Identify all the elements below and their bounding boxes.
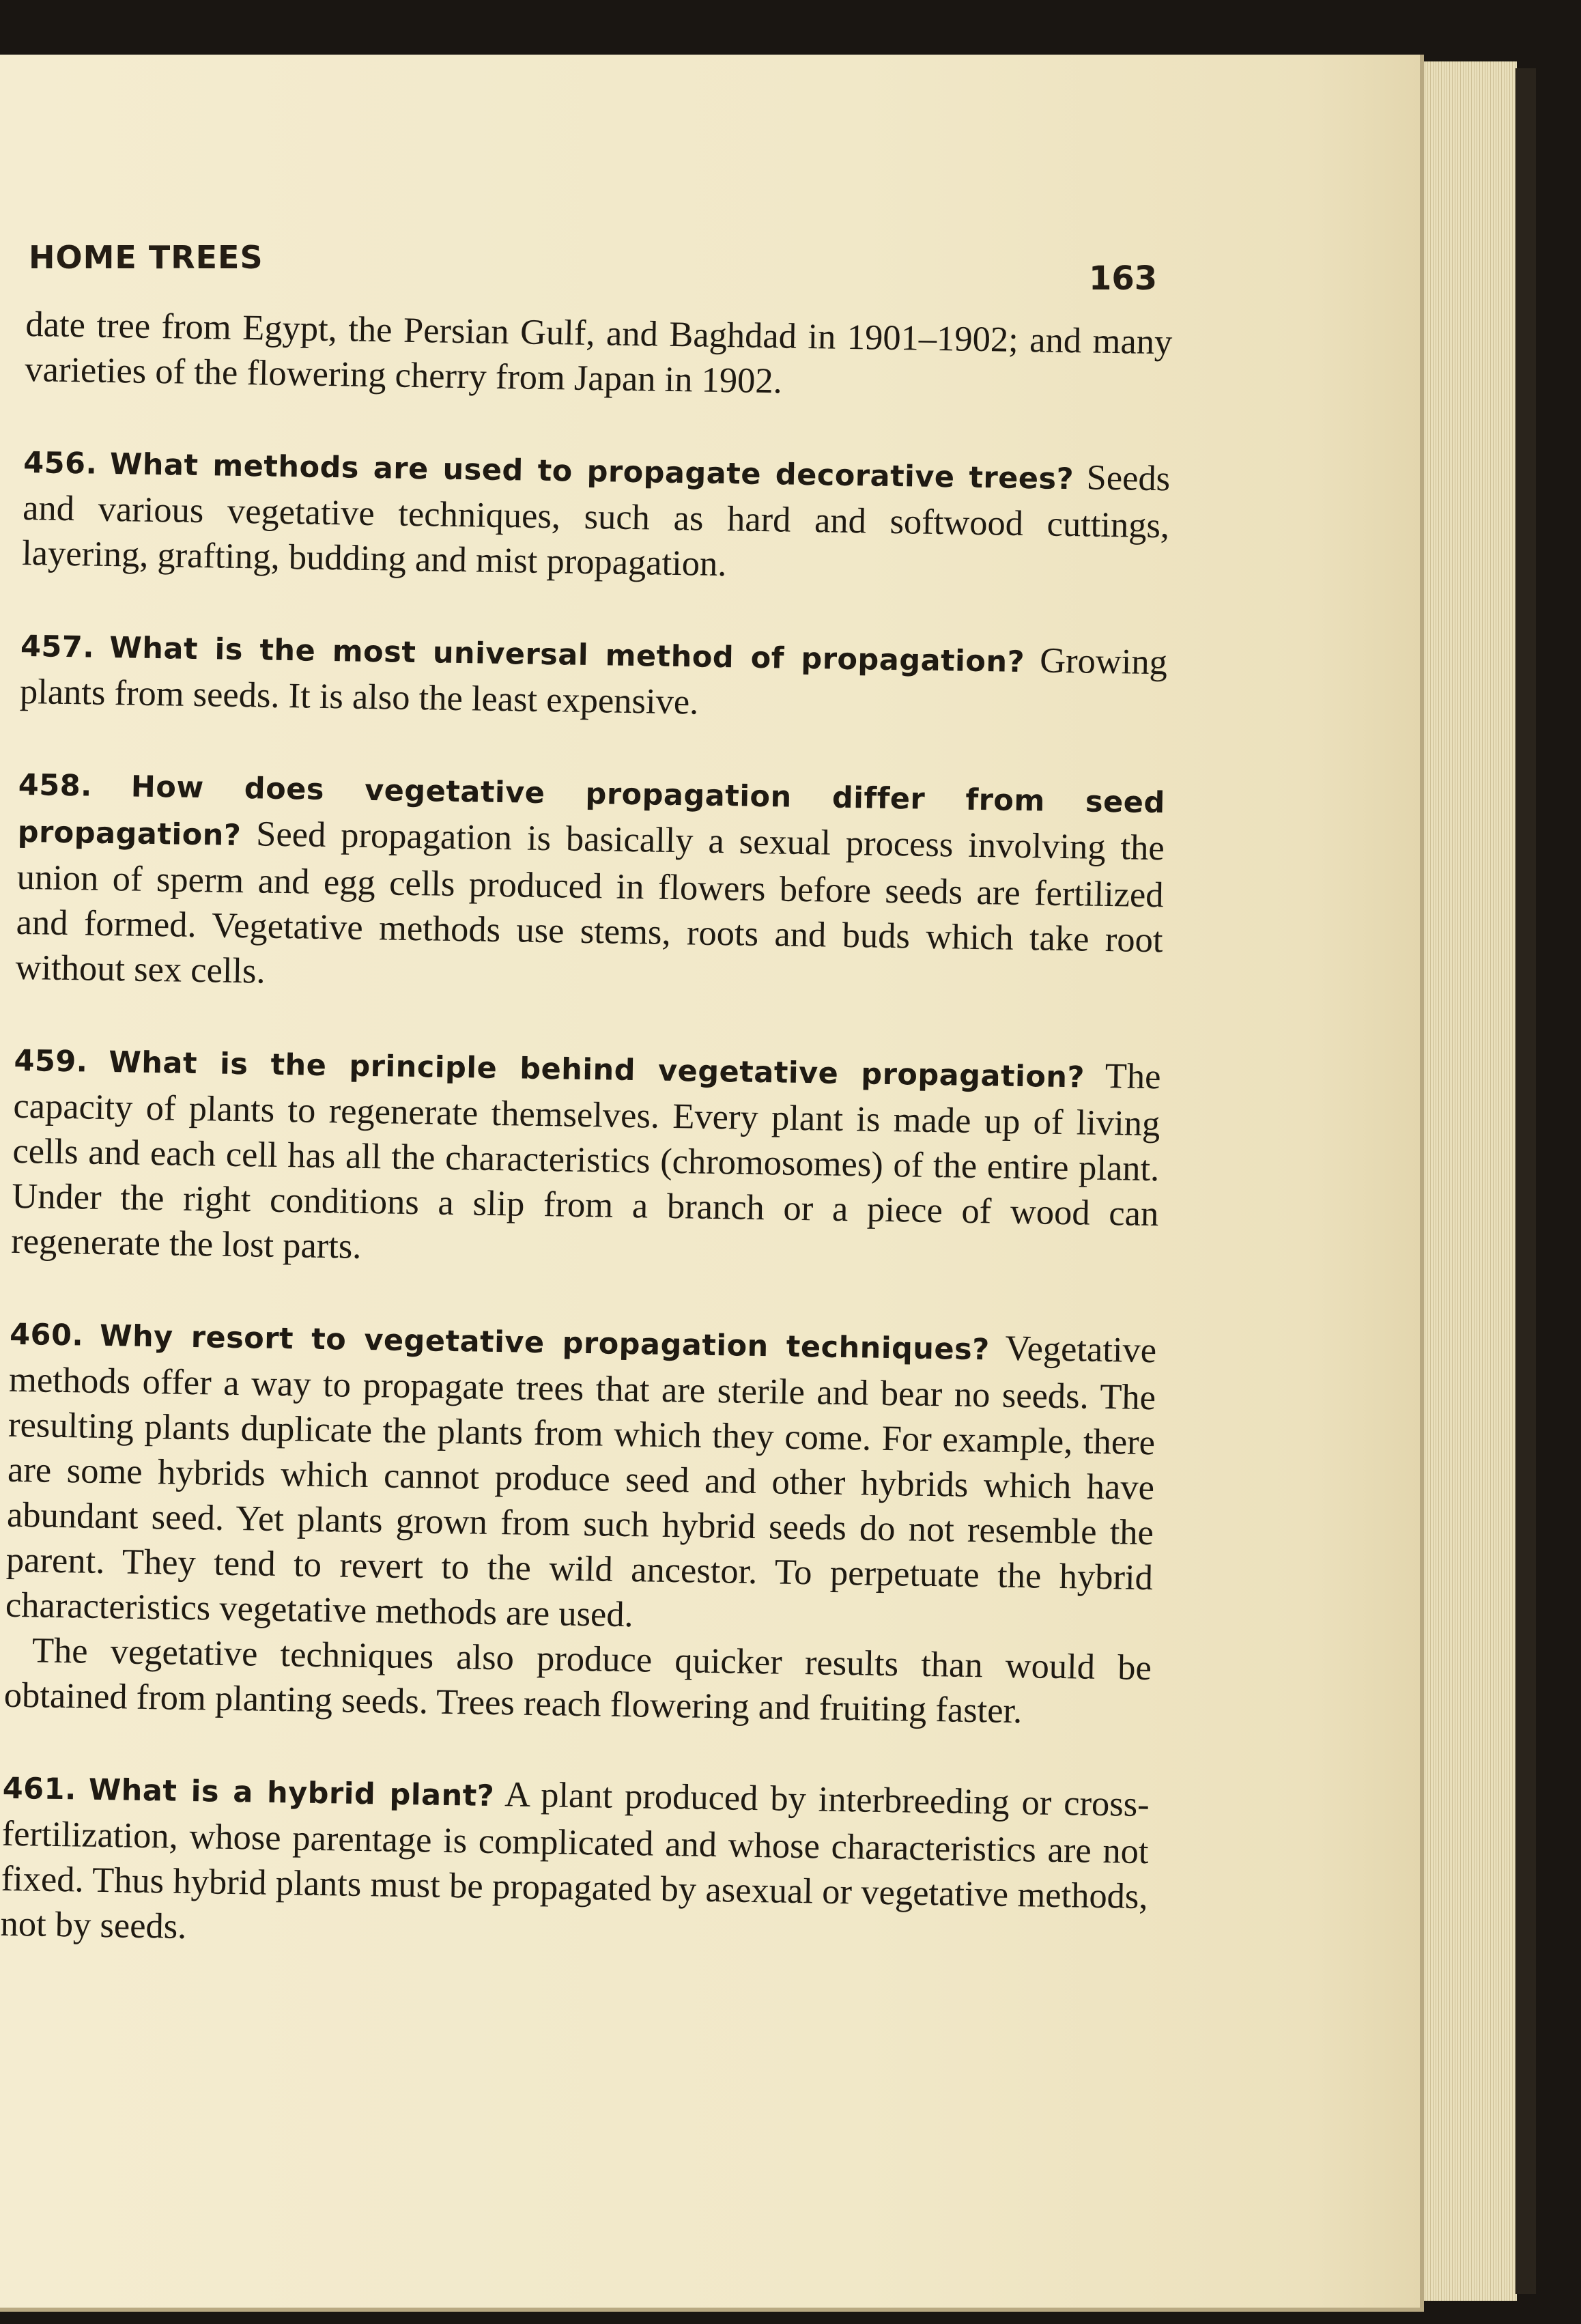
qa-entry-458 (15, 761, 1165, 1008)
continuation-paragraph: date tree from Egypt, the Persian Gulf, and Baghdad in 1901–1902; and many varieties of the flowering cherry from Japan in 1902. (24, 304, 1173, 401)
page-edge-shadow (1515, 68, 1536, 2294)
question-heading: How does vegetative propagation differ from seed propagation? (17, 769, 1166, 853)
question-number: 456. (23, 445, 98, 481)
answer-text: Growing plants from seeds. It is also the least expensive. (19, 640, 1168, 722)
question-number: 457. (20, 629, 95, 665)
question-number: 458. (18, 767, 93, 804)
running-head: HOME TREES (29, 239, 264, 276)
question-heading: What is the most universal method of propagation? (109, 630, 1025, 680)
qa-entry-456 (22, 438, 1171, 593)
answer-text: The capacity of plants to regenerate themselves. Every plant is made up of living cells and each cell has all the characteristics (chromosomes) of the entire plant. Under the right conditions a slip from a branch or a piece of wood can regenerate the lost parts. (10, 1055, 1161, 1266)
question-number: 460. (9, 1317, 84, 1353)
question-heading: What methods are used to propagate decorative trees? (109, 447, 1074, 497)
qa-entry-459 (11, 1036, 1161, 1281)
qa-entry-461 (0, 1764, 1150, 1964)
answer-text: A plant produced by interbreeding or cross-fertilization, whose parentage is complicated and whose characteristics are not fixed. Thus hybrid plants must be propagated by asexual or vegetative methods, not by seeds. (0, 1774, 1150, 1946)
question-heading: What is a hybrid plant? (88, 1772, 495, 1814)
question-number: 461. (2, 1771, 77, 1807)
question-number: 459. (14, 1043, 89, 1079)
question-heading: Why resort to vegetative propagation techniques? (99, 1318, 991, 1368)
answer-text: Vegetative methods offer a way to propagate trees that are sterile and bear no seeds. The resulting plants duplicate the plants from which they come. For example, there are some hybrids which cannot produce seed and other hybrids which have abundant seed. Yet plants grown from such hybrid seeds do not resemble the parent. They tend to revert to the wild ancestor. To perpetuate the hybrid characteristics vegetative methods are used. (5, 1328, 1157, 1635)
answer-continuation-paragraph: The vegetative techniques also produce quicker results than would be obtained from planting seeds. Trees reach flowering and fruiting faster. (3, 1630, 1152, 1731)
page-body (0, 302, 1173, 1964)
qa-entry-457 (20, 622, 1168, 732)
page-number: 163 (1089, 259, 1158, 298)
answer-text: Seeds and various vegetative techniques, such as hard and softwood cuttings, layering, grafting, budding and mist propagation. (21, 457, 1171, 584)
qa-entry-460 (5, 1310, 1156, 1645)
answer-text: Seed propagation is basically a sexual process involving the union of sperm and egg cells produced in flowers before seeds are fertilized and formed. Vegetative methods use stems, roots and buds which take root without sex cells. (15, 814, 1165, 991)
book-page (0, 55, 1424, 2312)
question-heading: What is the principle behind vegetative propagation? (108, 1045, 1085, 1095)
